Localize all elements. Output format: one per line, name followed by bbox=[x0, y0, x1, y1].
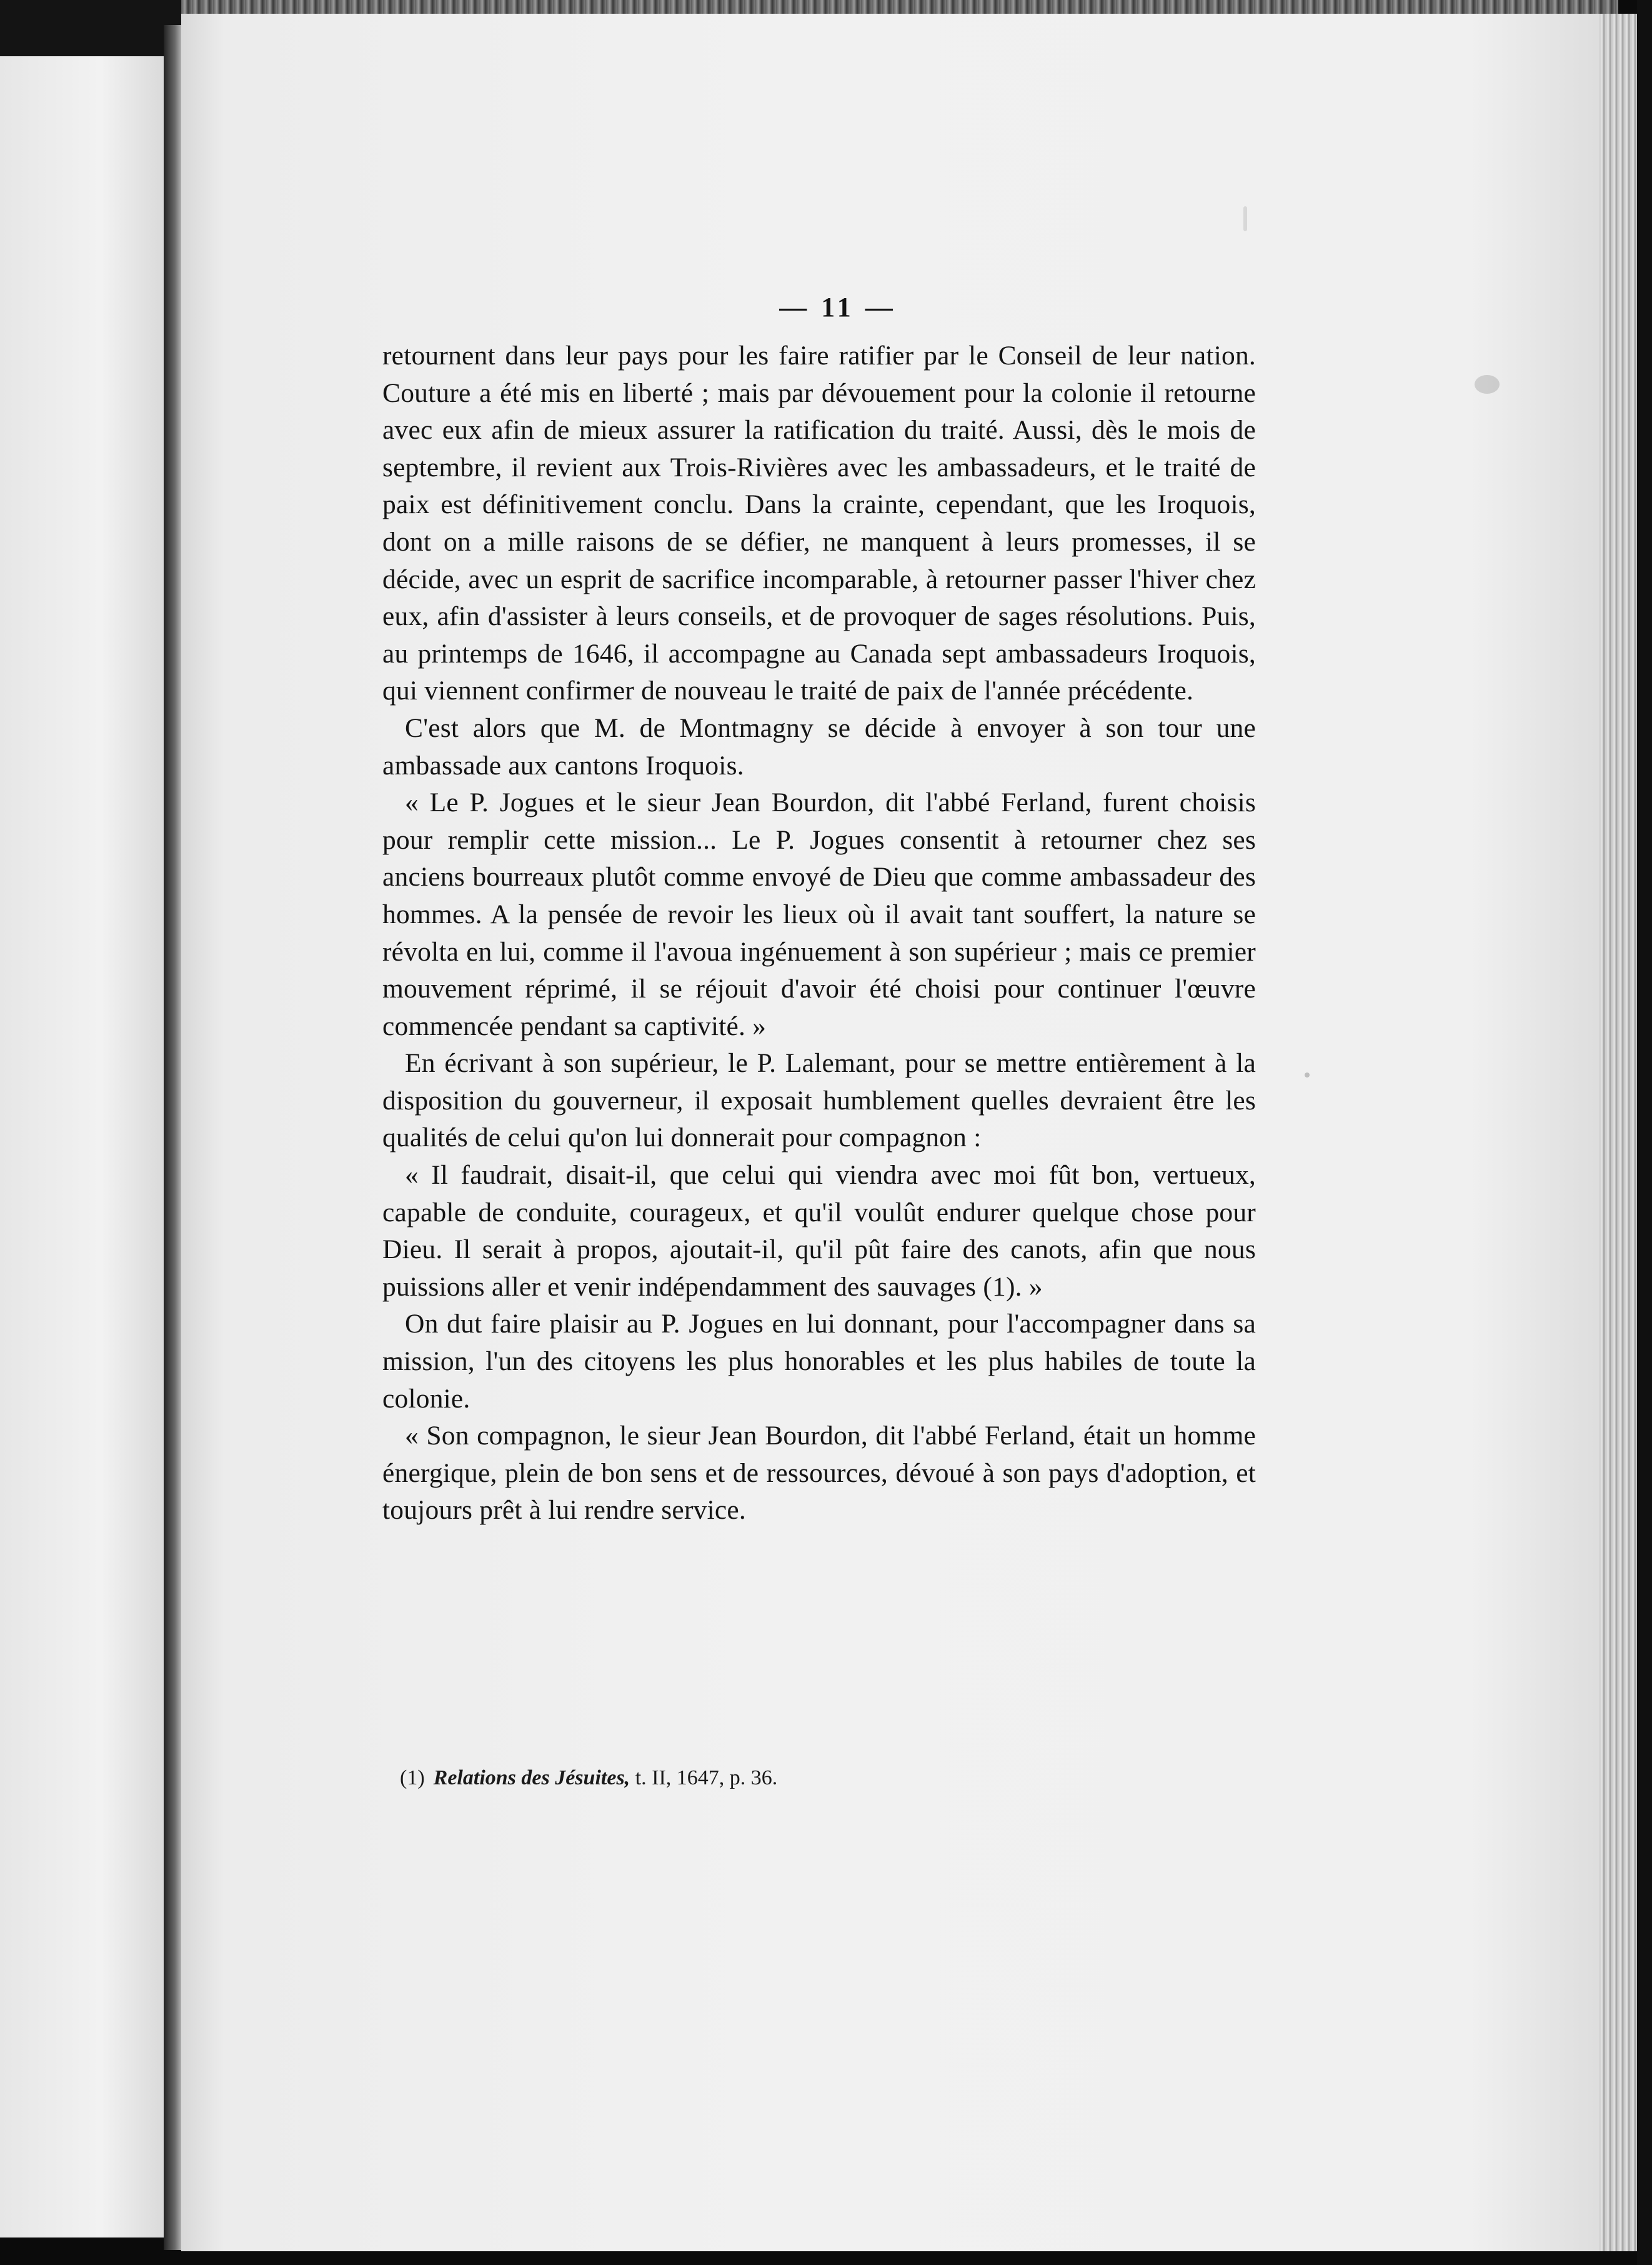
footnote-marker: (1) bbox=[400, 1766, 425, 1789]
body-text bbox=[382, 289, 1256, 1529]
paper-speck bbox=[1305, 1072, 1310, 1078]
paragraph: En écrivant à son supérieur, le P. Lalemant, pour se mettre entièrement à la disposition du gouverneur, il exposait humblement quelles devraient être les qualités de celui qu'on lui donnerait pour compagnon : bbox=[382, 1048, 1256, 1153]
paragraph: C'est alors que M. de Montmagny se décide à envoyer à son tour une ambassade aux cantons Iroquois. bbox=[382, 712, 1256, 781]
paragraph: « Son compagnon, le sieur Jean Bourdon, dit l'abbé Ferland, était un homme énergique, plein de bon sens et de ressources, dévoué à son pays d'adoption, et toujours prêt à lui rendre service. bbox=[382, 1421, 1256, 1526]
footnote-source-title: Relations des Jésuites, bbox=[433, 1766, 630, 1789]
scan-border-right bbox=[1637, 0, 1652, 2265]
page-number: — 11 — bbox=[779, 292, 897, 322]
scan-border-top-left bbox=[0, 0, 187, 56]
paragraph: retournent dans leur pays pour les faire ratifier par le Conseil de leur nation. Couture a été mis en liberté ; mais par dévouement pour la colonie il retourne avec eux afin de mieux assurer la ratification du traité. Aussi, dès le mois de septembre, il revient aux Trois-Rivières avec les ambassadeurs, et le traité de paix est définitivement conclu. Dans la crainte, cependant, que les Iroquois, dont on a mille raisons de se défier, ne manquent à leurs promesses, il se décide, avec un esprit de sacrifice incomparable, à retourner passer l'hiver chez eux, afin d'assister à leurs conseils, et de provoquer de sages résolutions. Puis, au printemps de 1646, il accompagne au Canada sept ambassadeurs Iroquois, qui viennent confirmer de nouveau le traité de paix de l'année précédente. bbox=[382, 341, 1256, 706]
paragraph: On dut faire plaisir au P. Jogues en lui donnant, pour l'accompagner dans sa mission, l'un des citoyens les plus honorables et les plus habiles de toute la colonie. bbox=[382, 1309, 1256, 1414]
footnote-source-detail: t. II, 1647, p. 36. bbox=[635, 1766, 778, 1789]
book-spine-shadow bbox=[164, 25, 182, 2250]
paragraph: « Il faudrait, disait-il, que celui qui viendra avec moi fût bon, vertueux, capable de conduite, courageux, et qu'il voulût endurer quelque chose pour Dieu. Il serait à propos, ajoutait-il, qu'il pût faire des canots, afin que nous puissions aller et venir indépendamment des sauvages (1). » bbox=[382, 1160, 1256, 1302]
paper-blemish bbox=[1475, 375, 1500, 394]
footnote bbox=[400, 1762, 1275, 1794]
paragraph: « Le P. Jogues et le sieur Jean Bourdon, dit l'abbé Ferland, furent choisis pour remplir cette mission... Le P. Jogues consentit à retourner chez ses anciens bourreaux plutôt comme envoyé de Dieu que comme ambassadeur des hommes. A la pensée de revoir les lieux où il avait tant souffert, la nature se révolta en lui, comme il l'avoua ingénuement à son supérieur ; mais ce premier mouvement réprimé, il se réjouit d'avoir été choisi pour continuer l'œuvre commencée pendant sa captivité. » bbox=[382, 788, 1256, 1041]
facing-page-edge bbox=[0, 44, 174, 2238]
paper-scratch bbox=[1243, 206, 1247, 231]
